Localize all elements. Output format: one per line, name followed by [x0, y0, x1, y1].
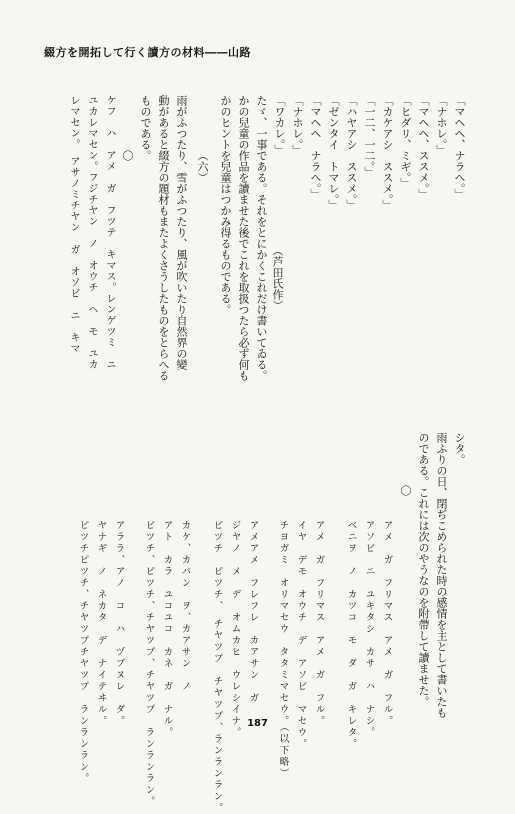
text-column: イヤ デモ オウチ デ アソビ マセウ。	[295, 520, 307, 750]
text-column: ジヤノ メ デ オムカヒ ウレシイナ。	[229, 520, 241, 739]
text-column: たゞ、一事である。それをとにかくこれだけ書いてゐる。	[255, 95, 268, 381]
text-column: ピツチピツチ、チヤツプチヤツプ ランランラン。	[77, 520, 89, 785]
text-column: 動があると綴方の題材もまたよくさうしたものをとらへる	[157, 95, 170, 381]
text-column: 「マヘヘ、ススメ。」	[417, 95, 430, 200]
text-column: レマセン。 アサノミチヤン ガ オソビ ニ キマ	[68, 95, 79, 354]
author-note: （芦田氏作）	[271, 245, 284, 311]
text-column: ケフ ハ アメ ガ フツテ キマス。レンゲツミ ニ	[104, 95, 115, 370]
text-column: のである。これには次のやうなのを附帶して讀ませた。	[417, 432, 430, 707]
text-column: アメ ガ フリマス アメ ガ フル。	[381, 520, 393, 727]
text-column: 「ナホレ。」	[435, 95, 448, 156]
circle-marker: 〇	[399, 485, 412, 496]
text-column: 「マヘヘ ナラヘ。」	[309, 95, 322, 200]
text-column: アソビ ニ ユキタシ カサ ハ ナシ。	[363, 520, 375, 739]
text-column: アメアメ フレフレ カアサン ガ	[247, 520, 259, 704]
circle-marker: 〇	[121, 150, 134, 161]
text-column: 「マヘヘ、ナラヘ。」	[453, 95, 466, 200]
text-column: 「ワカレ。」	[273, 95, 286, 156]
text-column: かの兒童の作品を讀ませた後でこれを取扱つたら必ず何も	[237, 95, 250, 381]
running-header: 綴方を開拓して行く讀方の材料――山路	[44, 46, 251, 59]
text-column: 「カケアシ ススメ。」	[381, 95, 394, 211]
text-column: 「ゼンタイ トマレ。」	[327, 95, 340, 211]
text-column: かのヒントを兒童はつかみ得るものである。	[219, 95, 232, 315]
text-column: ユカレマセン。フジチヤン ノ オウチ ヘ モ ユカ	[86, 95, 97, 370]
text-column: チヨガミ オリマセウ タタミマセウ。（以下略）	[277, 520, 289, 780]
text-column: 雨ふりの日、閉ぢこめられた時の感情を主として書いたも	[435, 432, 448, 718]
text-column: ピツチ、ピツチ、チヤツプ、チヤツプ ランランラン。	[143, 520, 155, 808]
text-column: 雨がふつたり、雪がふつたり、風が吹いたり自然界の變	[175, 95, 188, 370]
page-number: 187	[247, 718, 268, 729]
text-column: 「ヒダリ、ミギ。」	[399, 95, 412, 189]
text-column: ものである。	[139, 95, 152, 161]
text-column: 「ナホレ。」	[291, 95, 304, 156]
text-column: ヤナギ ノ ネカタ デ ナイテヰル。	[95, 520, 107, 727]
text-column: ベニヲ ノ カツコ モ ダ ガ キレタ。	[345, 520, 357, 750]
text-column: カケ、カバン ヲ、カアサン ノ	[179, 520, 191, 693]
text-column: ピツチ ピツチ、 チヤツプ チヤツプ、ランランラン。	[211, 520, 223, 814]
text-column: アララ、アノ コ ハ ヅブヌレ ダ。	[113, 520, 125, 727]
text-column: アト カラ ユコユコ カネ ガ ナル。	[161, 520, 173, 739]
text-column: シタ。	[453, 432, 466, 465]
text-column: 「ハヤアシ ススメ。」	[345, 95, 358, 211]
text-column: アメ ガ フリマス アメ ガ フル。	[313, 520, 325, 727]
section-heading: （六）	[196, 150, 209, 183]
text-column: 「一二、一二。」	[363, 95, 376, 178]
